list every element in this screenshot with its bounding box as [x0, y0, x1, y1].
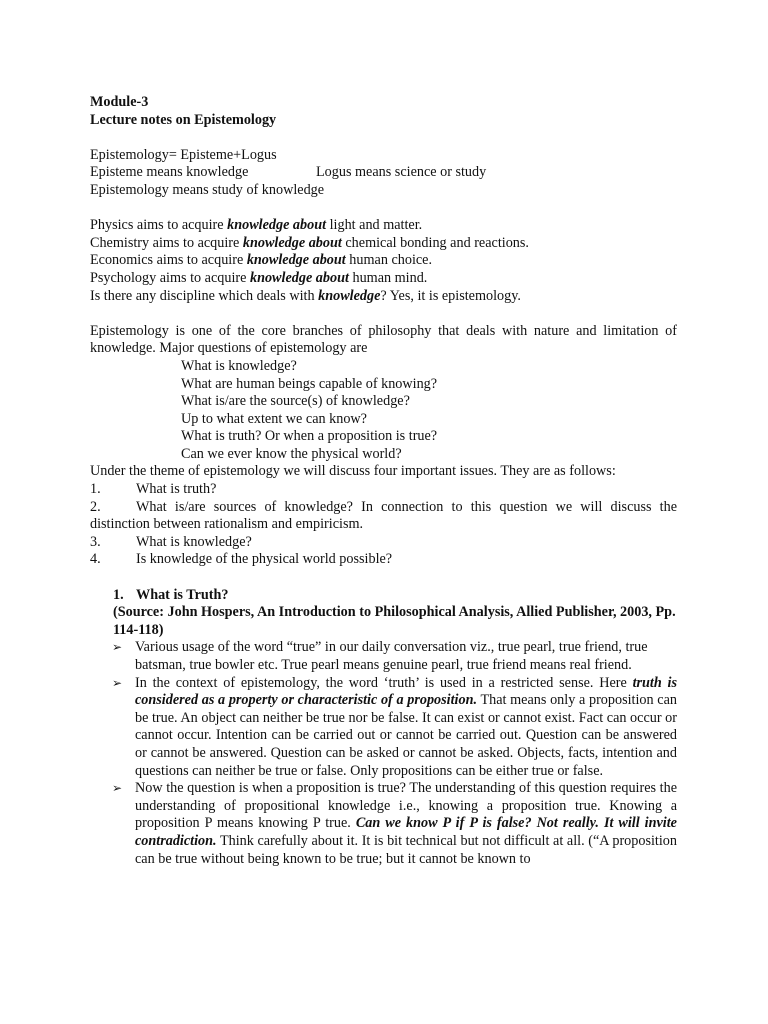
issue-item: 3. What is knowledge? [90, 533, 252, 550]
question-item: What is knowledge? [181, 357, 297, 374]
question-item: Up to what extent we can know? [181, 410, 367, 427]
bullet-item: ➢ Various usage of the word “true” in our daily conversation viz., true pearl, true friend, true batsman, true bowler etc. True pearl means genuine pearl, true friend means real friend. [112, 639, 648, 673]
arrow-bullet-icon: ➢ [112, 781, 123, 796]
bullet-item: ➢ In the context of epistemology, the word ‘truth’ is used in a restricted sense. Here truth is considered as a property or characteristic of a proposition. That means only a proposition can be true. An object can neither be true nor be false. It can exist or cannot exist. Fact can occur or cannot occur. Intention can be carried out or cannot be carried out. Question can be answered or cannot be answered. Question can be asked or cannot be asked. Objects, facts, intention and questions can neither be true or false. Only propositions can be either true or false. [112, 674, 677, 779]
issues-intro: Under the theme of epistemology we will discuss four important issues. They are as follows: [90, 463, 616, 480]
discipline-line: Physics aims to acquire knowledge about light and matter. [90, 217, 423, 234]
issue-item: 2. What is/are sources of knowledge? In connection to this question we will discuss the distinction between rationalism and empiricism. [90, 498, 677, 533]
etymology-meanings [90, 164, 677, 182]
intro-paragraph: Epistemology is one of the core branches of philosophy that deals with nature and limitation of knowledge. Major questions of epistemology are [90, 322, 677, 357]
question-item: What is truth? Or when a proposition is true? [181, 428, 438, 445]
discipline-line: Chemistry aims to acquire knowledge about chemical bonding and reactions. [90, 234, 529, 251]
question-item: What are human beings capable of knowing? [181, 375, 438, 392]
section-heading [113, 587, 677, 640]
epistemology-meaning: Epistemology means study of knowledge [90, 181, 325, 198]
issue-item: 1. What is truth? [90, 481, 217, 498]
arrow-bullet-icon: ➢ [112, 640, 123, 655]
discipline-line: Economics aims to acquire knowledge about human choice. [90, 252, 433, 269]
question-item: What is/are the source(s) of knowledge? [181, 393, 410, 410]
etymology-line: Epistemology= Episteme+Logus [90, 146, 277, 163]
episteme-meaning: Episteme means knowledge [90, 164, 249, 181]
question-item: Can we ever know the physical world? [181, 445, 402, 462]
section-title: What is Truth? [136, 586, 229, 603]
discipline-line: Psychology aims to acquire knowledge about human mind. [90, 269, 428, 286]
lecture-title: Lecture notes on Epistemology [90, 111, 277, 128]
bullet-item: ➢ Now the question is when a proposition is true? The understanding of this question requires the understanding of propositional knowledge i.e., knowing a proposition true. Knowing a proposition P means knowing P true. Can we know P if P is false? Not really. It will invite contradiction. Think carefully about it. It is bit technical but not difficult at all. (“A proposition can be true without being known to be true; but it cannot be known to [112, 780, 677, 867]
section-source: (Source: John Hospers, An Introduction to Philosophical Analysis, Allied Publisher, 2003, Pp. 114-118) [113, 604, 676, 638]
logus-meaning: Logus means science or study [316, 164, 487, 181]
arrow-bullet-icon: ➢ [112, 675, 123, 690]
issue-item: 4. Is knowledge of the physical world possible? [90, 551, 393, 568]
module-heading: Module-3 [90, 94, 149, 110]
discipline-line: Is there any discipline which deals with knowledge? Yes, it is epistemology. [90, 287, 521, 304]
section-number: 1. [113, 586, 124, 603]
document-body [90, 94, 677, 868]
